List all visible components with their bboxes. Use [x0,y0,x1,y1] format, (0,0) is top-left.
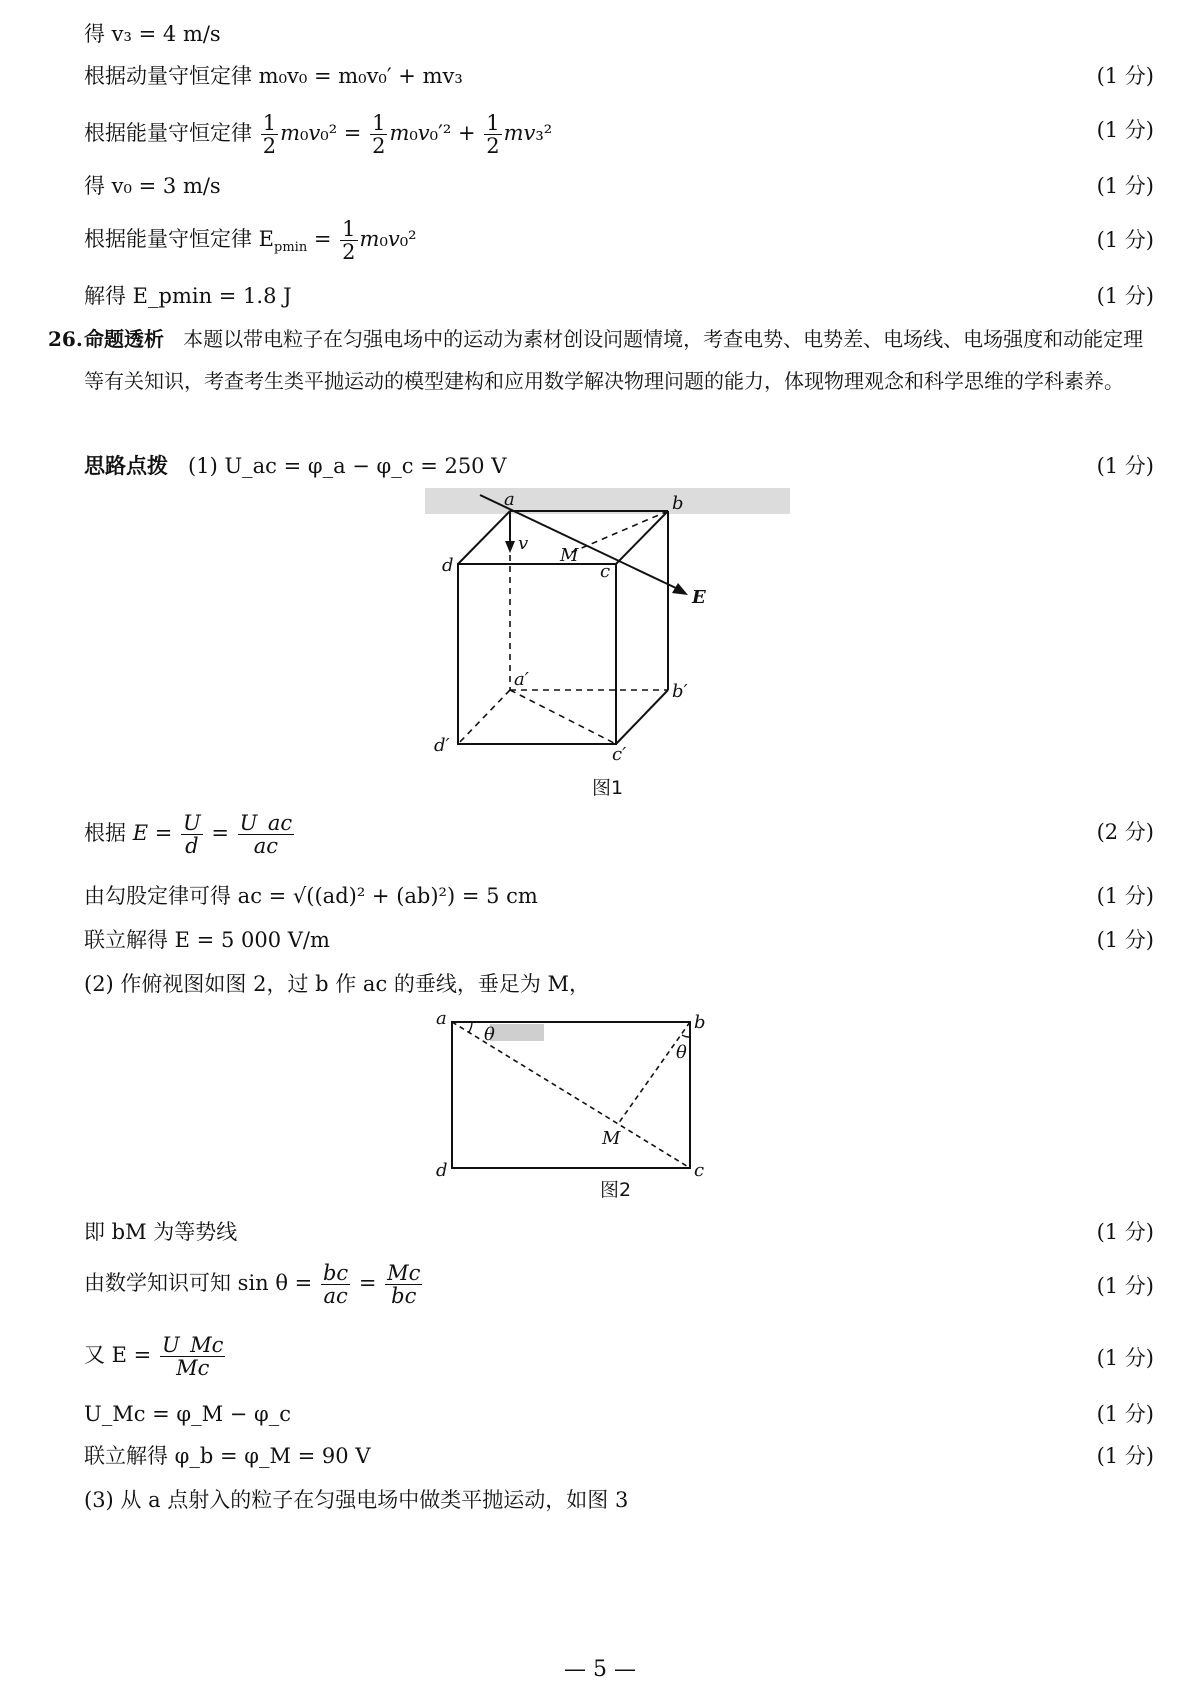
label-b-prime: b′ [672,681,688,702]
line-epmin-formula: 根据能量守恒定律 $E_{pmin}$ = $\frac{1}{2}$ m₀v₀² [84,217,417,264]
line-sin-theta: 由数学知识可知 sin θ = $\frac{bc}{ac}$ = $\frac{Mc}{bc}$ [84,1261,421,1308]
fraction: $\frac{U\_Mc}{Mc}$ [161,1333,224,1380]
page-number: — 5 — [564,1657,636,1682]
question-number: 26. [48,327,83,351]
label-d: d [442,555,454,576]
line-pythagoras: 由勾股定律可得 ac = √((ad)² + (ab)²) = 5 cm [84,884,538,908]
line-E-definition: 根据 E = $\frac{U}{d}$ = $\frac{U\_ac}{ac}$ [84,811,293,858]
figure-2-topview [430,1010,730,1180]
line-prefix: 由数学知识可知 sin θ = [84,1271,313,1295]
fraction: $\frac{1}{2}$ [486,111,500,158]
figure-1-caption: 图1 [592,777,624,799]
score: (1 分) [1096,64,1154,88]
line-v3: 得 v₃ = 4 m/s [84,22,221,46]
label-a: a [436,1010,447,1029]
section-heading: 命题透析 [84,327,164,351]
label-c: c [694,1160,705,1180]
score: (1 分) [1096,174,1154,198]
section-text: 本题以带电粒子在匀强电场中的运动为素材创设问题情境，考查电势、电势差、电场线、电场强度和动能定理等有关知识，考查考生类平抛运动的模型建构和应用数学解决物理问题的能力，体现物理观念和科学思维的学科素养。 [84,327,1144,393]
label-M: M [602,1128,621,1149]
line-prefix: 根据能量守恒定律 [84,121,252,145]
label-b: b [672,493,684,514]
line-v0: 得 v₀ = 3 m/s [84,174,221,198]
line-prefix: 根据 [84,821,126,845]
score: (1 分) [1096,454,1154,478]
section-heading: 思路点拨 [84,453,168,478]
fraction: $\frac{1}{2}$ [372,111,386,158]
label-v: v [518,533,529,554]
label-a: a [504,489,515,510]
line-equipotential: 即 bM 为等势线 [84,1220,238,1244]
line-E-again [84,1334,227,1379]
score: (1 分) [1096,284,1154,308]
score: (1 分) [1096,1402,1154,1426]
figure-2-caption: 图2 [600,1179,632,1201]
fraction: $\frac{Mc}{bc}$ [387,1261,421,1308]
fraction: $\frac{1}{2}$ [262,111,277,158]
label-c-prime: c′ [612,744,627,765]
score: (1 分) [1096,884,1154,908]
label-b: b [694,1012,706,1033]
label-a-prime: a′ [514,669,529,690]
line-epmin-result: 解得 E_pmin = 1.8 J [84,284,292,308]
line-prefix: 又 E = [84,1343,152,1367]
fraction: $\frac{1}{2}$ [342,217,356,264]
line-prefix: 根据能量守恒定律 E [84,227,275,251]
score: (1 分) [1096,928,1154,952]
line-solve-E: 联立解得 E = 5 000 V/m [84,928,330,952]
score: (1 分) [1096,1346,1154,1370]
figure-1-cube [420,485,800,785]
label-d-prime: d′ [434,735,450,756]
score: (1 分) [1096,118,1154,142]
line-momentum: 根据动量守恒定律 m₀v₀ = m₀v₀′ + mv₃ [84,64,463,88]
line-hint-1 [84,452,506,480]
score: (1 分) [1096,1444,1154,1468]
line-energy-conservation: 根据能量守恒定律 $\frac{1}{2}$ m₀v₀² = $\frac{1}{2}$ m₀v₀′² + $\frac{1}{2}$ mv₃² [84,111,553,158]
fraction: $\frac{U}{d}$ [182,811,201,858]
label-c: c [600,561,611,582]
label-theta-b: θ [676,1042,687,1063]
line-part-3: (3) 从 a 点射入的粒子在匀强电场中做类平抛运动，如图 3 [84,1488,629,1512]
line-UMc: U_Mc = φ_M − φ_c [84,1402,292,1426]
fraction: $\frac{bc}{ac}$ [322,1261,349,1308]
label-d: d [436,1160,448,1180]
line-part-2: (2) 作俯视图如图 2，过 b 作 ac 的垂线，垂足为 M， [84,972,591,996]
line-solve-phi: 联立解得 φ_b = φ_M = 90 V [84,1444,371,1468]
score: (2 分) [1096,820,1154,844]
hint-text: (1) U_ac = φ_a − φ_c = 250 V [188,454,507,478]
label-M: M [560,545,579,566]
label-theta-a: θ [484,1024,495,1045]
score: (1 分) [1096,228,1154,252]
fraction: $\frac{U\_ac}{ac}$ [239,811,293,858]
label-E: E [692,587,706,608]
score: (1 分) [1096,1274,1154,1298]
score: (1 分) [1096,1220,1154,1244]
q26-analysis [48,318,1154,402]
